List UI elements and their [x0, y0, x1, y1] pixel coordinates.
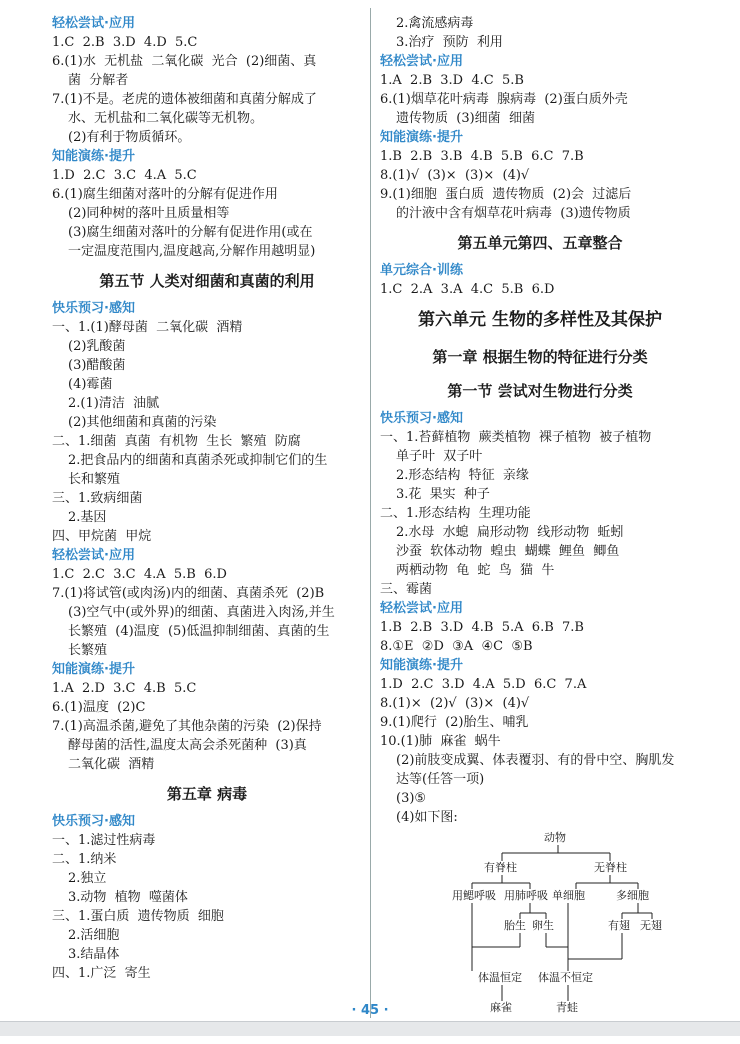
- answer-line: 二氧化碳 酒精: [68, 757, 155, 772]
- answer-line: (4)霉菌: [68, 377, 113, 392]
- answer-line: 单子叶 双子叶: [396, 449, 483, 464]
- answer-line: 3.花 果实 种子: [396, 487, 490, 502]
- tree-node: 麻雀: [490, 1001, 512, 1014]
- answer-line: 1.B 2.B 3.D 4.B 5.A 6.B 7.B: [380, 620, 584, 635]
- answer-line: 一、1.(1)酵母菌 二氧化碳 酒精: [52, 320, 243, 335]
- page-number: · 45 ·: [351, 1003, 389, 1018]
- answer-line: 酵母菌的活性,温度太高会杀死菌种 (3)真: [68, 738, 307, 753]
- answer-line: 6.(1)腐生细菌对落叶的分解有促进作用: [52, 187, 278, 202]
- answer-line: 三、1.致病细菌: [52, 491, 143, 506]
- section-header: 知能演练·提升: [380, 130, 463, 145]
- section-header: 轻松尝试·应用: [380, 54, 463, 69]
- answer-line: 长繁殖 (4)温度 (5)低温抑制细菌、真菌的生: [68, 624, 330, 639]
- answer-line: 遗传物质 (3)细菌 细菌: [396, 111, 535, 126]
- column-divider: [370, 8, 371, 1018]
- answer-line: 1.D 2.C 3.D 4.A 5.D 6.C 7.A: [380, 677, 587, 692]
- answer-line: (3)腐生细菌对落叶的分解有促进作用(或在: [68, 225, 313, 240]
- answer-line: 3.结晶体: [68, 947, 120, 962]
- answer-line: 1.A 2.D 3.C 4.B 5.C: [52, 681, 197, 696]
- section-header: 单元综合·训练: [380, 263, 463, 278]
- right-column: [380, 14, 700, 1021]
- tree-node: 动物: [544, 831, 566, 844]
- section-header: 知能演练·提升: [52, 662, 135, 677]
- answer-line: 1.C 2.B 3.D 4.D 5.C: [52, 35, 198, 50]
- section-title: 第五节 人类对细菌和真菌的利用: [99, 272, 315, 290]
- section-header: 快乐预习·感知: [52, 301, 135, 316]
- footer-bar: [0, 1021, 740, 1036]
- section-title: 第五单元第四、五章整合: [457, 234, 623, 252]
- answer-line: 二、1.纳米: [52, 852, 117, 867]
- answer-line: 沙蚕 软体动物 蝗虫 蝴蝶 鲤鱼 鲫鱼: [396, 544, 620, 559]
- section-header: 知能演练·提升: [380, 658, 463, 673]
- answer-line: 水、无机盐和二氧化碳等无机物。: [68, 111, 264, 126]
- answer-line: 两栖动物 龟 蛇 鸟 猫 牛: [396, 563, 555, 578]
- tree-node: 无脊柱: [594, 861, 627, 874]
- answer-line: 三、1.蛋白质 遗传物质 细胞: [52, 909, 224, 924]
- answer-line: 一定温度范围内,温度越高,分解作用越明显): [68, 244, 316, 259]
- tree-node: 无翅: [640, 919, 662, 932]
- section-header: 快乐预习·感知: [52, 814, 135, 829]
- answer-line: (2)乳酸菌: [68, 339, 126, 354]
- answer-line: 10.(1)肺 麻雀 蜗牛: [380, 734, 501, 749]
- answer-line: (4)如下图:: [396, 810, 458, 825]
- answer-line: (3)空气中(或外界)的细菌、真菌进入肉汤,并生: [68, 605, 335, 620]
- tree-node: 卵生: [532, 919, 554, 932]
- answer-line: (2)其他细菌和真菌的污染: [68, 415, 217, 430]
- left-column: [52, 14, 362, 983]
- answer-line: 达等(任答一项): [396, 772, 485, 787]
- answer-line: 8.①E ②D ③A ④C ⑤B: [380, 639, 533, 654]
- tree-node: 体温不恒定: [538, 971, 593, 984]
- answer-line: 一、1.滤过性病毒: [52, 833, 156, 848]
- tree-node: 体温恒定: [478, 971, 522, 984]
- answer-line: 2.基因: [68, 510, 107, 525]
- answer-line: 6.(1)烟草花叶病毒 腺病毒 (2)蛋白质外壳: [380, 92, 628, 107]
- section-header: 轻松尝试·应用: [52, 16, 135, 31]
- answer-line: 2.(1)清洁 油腻: [68, 396, 160, 411]
- answer-line: 长和繁殖: [68, 472, 121, 487]
- tree-node: 有翅: [608, 919, 630, 932]
- tree-node: 用鳃呼吸: [452, 889, 496, 902]
- answer-line: 2.水母 水螅 扁形动物 线形动物 蚯蚓: [396, 525, 624, 540]
- answer-line: 1.D 2.C 3.C 4.A 5.C: [52, 168, 197, 183]
- answer-line: 8.(1)√ (3)× (3)× (4)√: [380, 168, 530, 183]
- answer-line: 2.形态结构 特征 亲缘: [396, 468, 529, 483]
- answer-line: 1.A 2.B 3.D 4.C 5.B: [380, 73, 524, 88]
- answer-line: 2.独立: [68, 871, 107, 886]
- section-header: 轻松尝试·应用: [380, 601, 463, 616]
- answer-line: (2)有利于物质循环。: [68, 130, 191, 145]
- tree-node: 胎生: [504, 919, 526, 932]
- answer-line: 四、1.广泛 寄生: [52, 966, 151, 981]
- answer-line: 3.治疗 预防 利用: [396, 35, 503, 50]
- tree-node: 用肺呼吸: [504, 889, 548, 902]
- answer-line: 2.把食品内的细菌和真菌杀死或抑制它们的生: [68, 453, 328, 468]
- answer-line: 二、1.细菌 真菌 有机物 生长 繁殖 防腐: [52, 434, 301, 449]
- answer-line: 1.C 2.C 3.C 4.A 5.B 6.D: [52, 567, 227, 582]
- tree-node: 多细胞: [616, 889, 649, 902]
- answer-line: 7.(1)将试管(或肉汤)内的细菌、真菌杀死 (2)B: [52, 586, 325, 601]
- answer-line: 长繁殖: [68, 643, 108, 658]
- tree-node: 单细胞: [552, 889, 585, 902]
- section-header: 知能演练·提升: [52, 149, 135, 164]
- answer-line: (2)同种树的落叶且质量相等: [68, 206, 230, 221]
- answer-line: 2.活细胞: [68, 928, 120, 943]
- answer-line: (2)前肢变成翼、体表覆羽、有的骨中空、胸肌发: [396, 753, 675, 768]
- answer-line: 一、1.苔藓植物 蕨类植物 裸子植物 被子植物: [380, 430, 652, 445]
- answer-line: 6.(1)温度 (2)C: [52, 700, 146, 715]
- answer-line: 6.(1)水 无机盐 二氧化碳 光合 (2)细菌、真: [52, 54, 317, 69]
- answer-line: 2.禽流感病毒: [396, 16, 474, 31]
- answer-line: 3.动物 植物 噬菌体: [68, 890, 188, 905]
- section-title: 第五章 病毒: [166, 785, 248, 803]
- answer-line: (3)⑤: [396, 791, 427, 806]
- answer-line: 的汁液中含有烟草花叶病毒 (3)遗传物质: [396, 206, 631, 221]
- classification-tree: [380, 831, 700, 1021]
- section-header: 轻松尝试·应用: [52, 548, 135, 563]
- answer-line: 7.(1)高温杀菌,避免了其他杂菌的污染 (2)保持: [52, 719, 322, 734]
- section-title: 第一节 尝试对生物进行分类: [447, 382, 633, 400]
- answer-line: 8.(1)× (2)√ (3)× (4)√: [380, 696, 530, 711]
- answer-line: 二、1.形态结构 生理功能: [380, 506, 531, 521]
- tree-node: 青蛙: [556, 1001, 578, 1014]
- answer-line: 7.(1)不是。老虎的遗体被细菌和真菌分解成了: [52, 92, 317, 107]
- answer-line: 三、霉菌: [380, 582, 433, 597]
- answer-line: 1.B 2.B 3.B 4.B 5.B 6.C 7.B: [380, 149, 584, 164]
- answer-line: 菌 分解者: [68, 73, 129, 88]
- chapter-title: 第一章 根据生物的特征进行分类: [432, 348, 648, 366]
- answer-line: (3)醋酸菌: [68, 358, 126, 373]
- answer-line: 9.(1)爬行 (2)胎生、哺乳: [380, 715, 529, 730]
- section-header: 快乐预习·感知: [380, 411, 463, 426]
- unit-title: 第六单元 生物的多样性及其保护: [418, 310, 662, 330]
- answer-line: 四、甲烷菌 甲烷: [52, 529, 152, 544]
- answer-line: 9.(1)细胞 蛋白质 遗传物质 (2)会 过滤后: [380, 187, 632, 202]
- answer-line: 1.C 2.A 3.A 4.C 5.B 6.D: [380, 282, 555, 297]
- tree-node: 有脊柱: [484, 861, 517, 874]
